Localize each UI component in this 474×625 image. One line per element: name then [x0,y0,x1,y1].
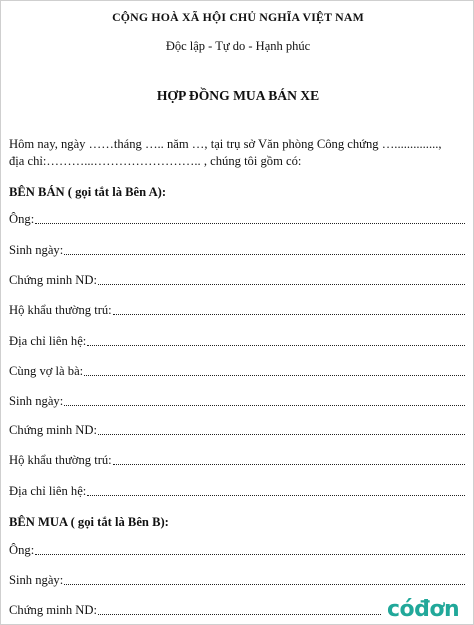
national-title: CỘNG HOÀ XÃ HỘI CHỦ NGHĨA VIỆT NAM [112,10,364,24]
field-label: Cùng vợ là bà: [9,364,84,378]
dotted-line [35,554,465,555]
field-label: Ông: [9,212,35,226]
dotted-line [87,495,465,496]
buyer-field-name [9,542,465,558]
national-motto: Độc lập - Tự do - Hạnh phúc [165,39,311,53]
field-label: Sinh ngày: [9,573,64,587]
field-label: Hộ khẩu thường trú: [9,303,112,317]
field-label: Chứng minh ND: [9,273,97,287]
dotted-line [98,284,465,285]
dotted-line [98,434,465,435]
dotted-line [64,584,465,585]
seller-field-wife-birthdate [9,393,465,409]
seller-field-name [9,211,465,227]
field-label: Chứng minh ND: [9,603,97,617]
field-label: Địa chỉ liên hệ: [9,484,87,498]
intro-paragraph [9,136,465,170]
dotted-line [84,375,465,376]
buyer-heading: BÊN MUA ( gọi tắt là Bên B): [9,515,169,529]
field-label: Sinh ngày: [9,394,64,408]
logo-wordmark: cóđơn [387,596,460,622]
seller-field-address [9,333,465,349]
contract-title: HỢP ĐỒNG MUA BÁN XE [156,88,320,103]
field-label: Hộ khẩu thường trú: [9,453,112,467]
dotted-line [113,464,465,465]
intro-line-1: Hôm nay, ngày ……tháng ….. năm …, tại trụ sở Văn phòng Công chứng ….............., [9,137,442,151]
seller-field-id [9,272,465,288]
dotted-line [64,405,465,406]
seller-heading: BÊN BÁN ( gọi tắt là Bên A): [9,185,167,199]
seller-field-wife-id [9,422,465,438]
seller-field-wife [9,363,465,379]
dotted-line [87,345,465,346]
buyer-field-id [9,602,381,618]
seller-field-wife-residence [9,452,465,468]
dotted-line [35,223,465,224]
dotted-line [113,314,465,315]
intro-line-2: địa chỉ:………...…………………….. , chúng tôi gồm có: [9,154,302,168]
field-label: Địa chỉ liên hệ: [9,334,87,348]
field-label: Ông: [9,543,35,557]
dotted-line [98,614,381,615]
seller-field-residence [9,302,465,318]
seller-field-wife-address [9,483,465,499]
dotted-line [64,254,465,255]
field-label: Chứng minh ND: [9,423,97,437]
codon-logo [387,597,459,621]
buyer-field-birthdate [9,572,465,588]
field-label: Sinh ngày: [9,243,64,257]
seller-field-birthdate [9,242,465,258]
